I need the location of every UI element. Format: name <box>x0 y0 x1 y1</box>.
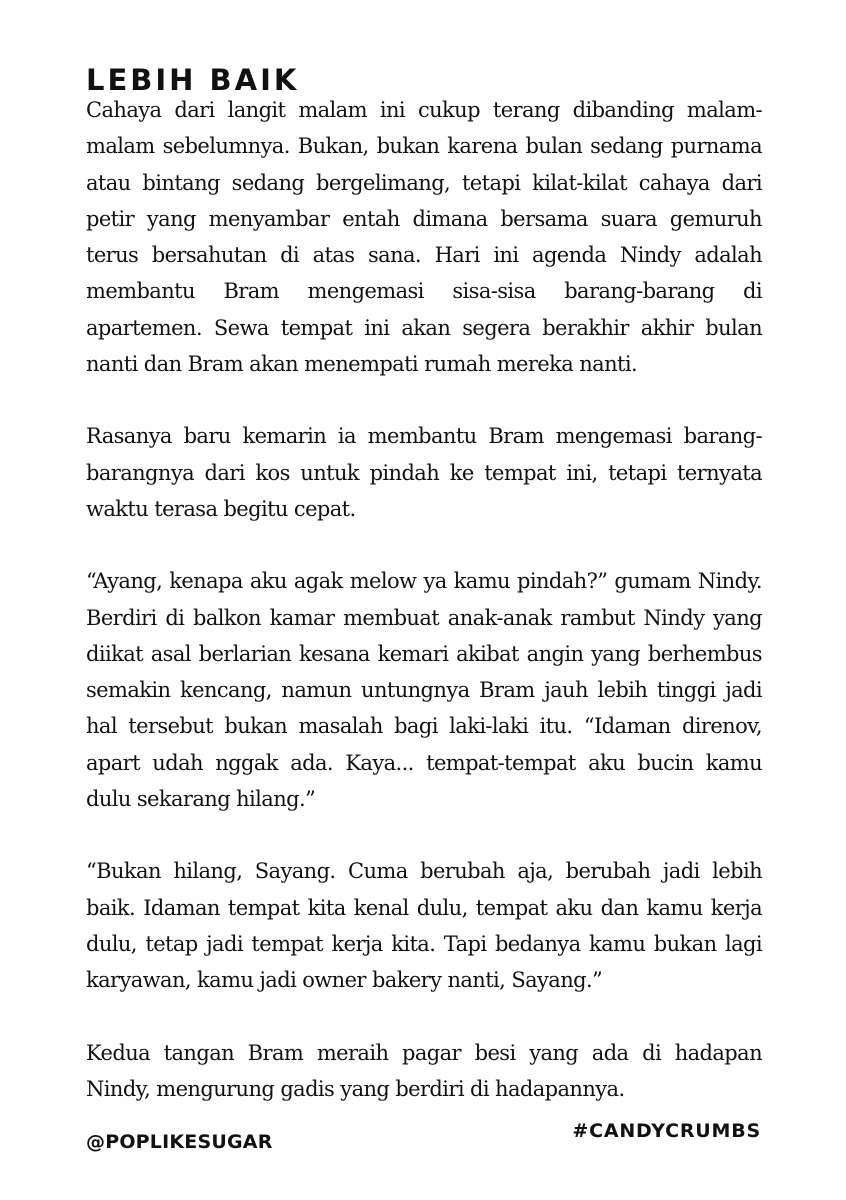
text-line: barangnya dari kos untuk pindah ke tempat ini, tetapi ternyata <box>86 460 762 485</box>
text-line: karyawan, kamu jadi owner bakery nanti, Sayang.” <box>86 968 603 993</box>
text-line: baik. Idaman tempat kita kenal dulu, tempat aku dan kamu kerja <box>86 895 762 920</box>
text-line: semakin kencang, namun untungnya Bram jauh lebih tinggi jadi <box>86 678 762 703</box>
text-line: Kedua tangan Bram meraih pagar besi yang ada di hadapan <box>86 1040 762 1065</box>
text-line: “Bukan hilang, Sayang. Cuma berubah aja, berubah jadi lebih <box>86 859 762 884</box>
text-line: dulu, tetap jadi tempat kerja kita. Tapi bedanya kamu bukan lagi <box>86 931 762 956</box>
text-line: petir yang menyambar entah dimana bersama suara gemuruh <box>86 206 762 231</box>
story-paragraph <box>86 563 762 817</box>
text-line: “Ayang, kenapa aku agak melow ya kamu pindah?” gumam Nindy. <box>86 569 762 594</box>
story-paragraph <box>86 1035 762 1108</box>
author-handle: @POPLIKESUGAR <box>86 1131 273 1153</box>
text-line: diikat asal berlarian kesana kemari akibat angin yang berhembus <box>86 641 762 666</box>
story-paragraph <box>86 418 762 527</box>
text-line: terus bersahutan di atas sana. Hari ini agenda Nindy adalah <box>86 243 762 268</box>
text-line: malam sebelumnya. Bukan, bukan karena bulan sedang purnama <box>86 134 762 159</box>
hashtag-label: #CANDYCRUMBS <box>572 1120 761 1142</box>
text-line: apartemen. Sewa tempat ini akan segera berakhir akhir bulan <box>86 315 762 340</box>
text-line: Cahaya dari langit malam ini cukup terang dibanding malam- <box>86 98 762 122</box>
text-line: Rasanya baru kemarin ia membantu Bram mengemasi barang- <box>86 424 762 449</box>
text-line: Berdiri di balkon kamar membuat anak-anak rambut Nindy yang <box>86 605 762 630</box>
text-line: waktu terasa begitu cepat. <box>86 496 356 521</box>
text-line: Nindy, mengurung gadis yang berdiri di hadapannya. <box>86 1076 625 1101</box>
text-line: dulu sekarang hilang.” <box>86 787 316 812</box>
story-paragraph <box>86 853 762 998</box>
text-line: hal tersebut bukan masalah bagi laki-laki itu. “Idaman direnov, <box>86 714 762 739</box>
text-line: membantu Bram mengemasi sisa-sisa barang-barang di <box>86 279 762 304</box>
story-body <box>86 92 762 1143</box>
text-line: atau bintang sedang bergelimang, tetapi kilat-kilat cahaya dari <box>86 170 762 195</box>
story-title: LEBIH BAIK <box>86 63 300 97</box>
text-line: nanti dan Bram akan menempati rumah mereka nanti. <box>86 352 638 377</box>
text-line: apart udah nggak ada. Kaya... tempat-tempat aku bucin kamu <box>86 750 762 775</box>
story-paragraph <box>86 92 762 382</box>
